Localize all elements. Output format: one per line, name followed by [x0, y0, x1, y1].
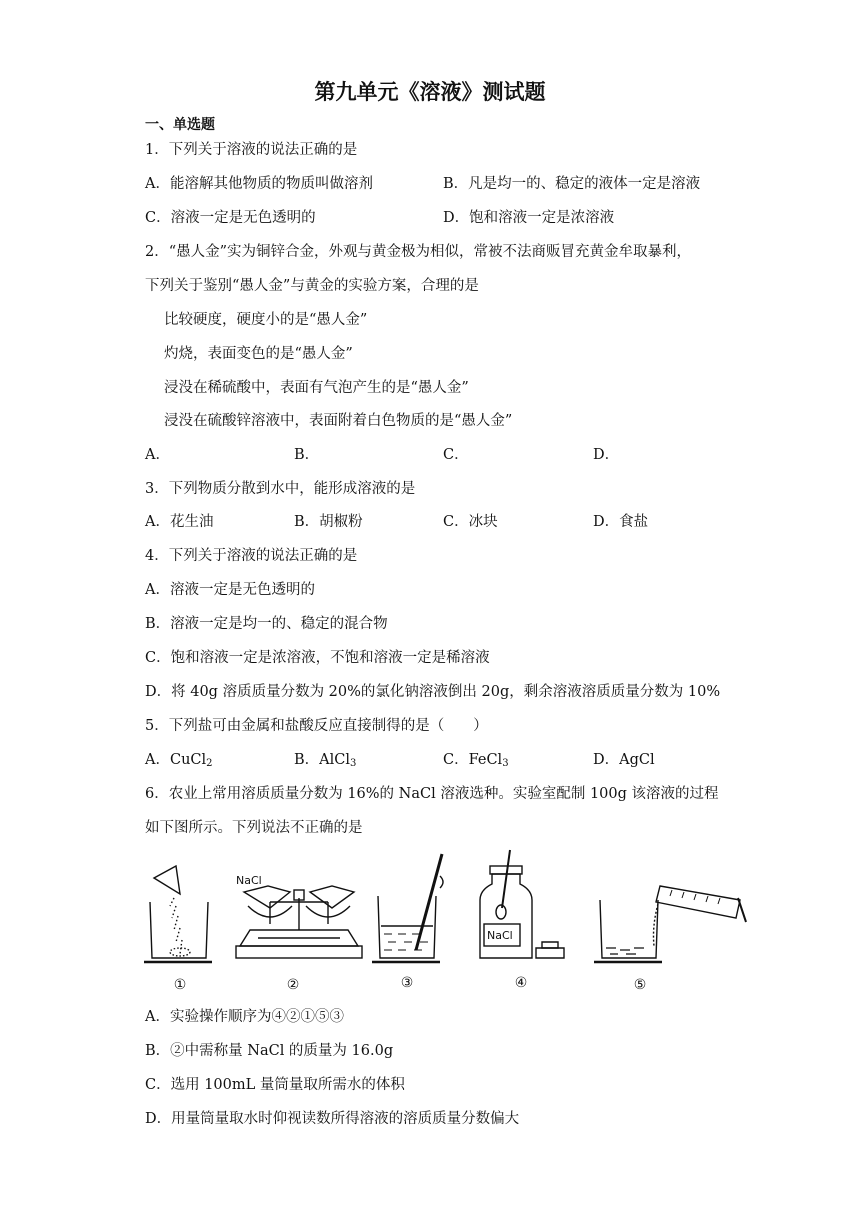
q2-stem-line2: 下列关于鉴别“愚人金”与黄金的实验方案，合理的是 — [145, 278, 479, 294]
q6-option-a: A．实验操作顺序为④②①⑤③ — [145, 1009, 344, 1025]
q6-option-b: B．②中需称量 NaCl 的质量为 16.0g — [145, 1043, 394, 1059]
q6-option-c: C．选用 100mL 量筒量取所需水的体积 — [145, 1077, 405, 1093]
figure-number-1: ① — [173, 977, 187, 993]
q5-stem: 5．下列盐可由金属和盐酸反应直接制得的是（ ） — [145, 718, 488, 734]
q5-option-b: B．AlCl$_3$ — [294, 752, 357, 769]
q1-option-a: A．能溶解其他物质的物质叫做溶剂 — [145, 176, 373, 192]
q3-stem: 3．下列物质分散到水中，能形成溶液的是 — [145, 481, 416, 497]
q4-option-a: A．溶液一定是无色透明的 — [145, 582, 315, 598]
q6-stem-line2: 如下图所示。下列说法不正确的是 — [145, 820, 363, 836]
q5-option-a: A．CuCl$_2$ — [145, 752, 213, 769]
q3-option-b: B．胡椒粉 — [294, 514, 363, 530]
q2-option-a: A． — [145, 447, 170, 463]
q2-statement-4: 浸没在硫酸锌溶液中，表面附着白色物质的是“愚人金” — [164, 413, 513, 429]
q2-option-b: B． — [294, 447, 320, 463]
figure-bottle-label: NaCl — [487, 929, 513, 942]
q4-option-c: C．饱和溶液一定是浓溶液，不饱和溶液一定是稀溶液 — [145, 650, 490, 666]
page-title: 第九单元《溶液》测试题 — [314, 80, 546, 104]
q1-option-d: D．饱和溶液一定是浓溶液 — [443, 210, 615, 226]
section-heading: 一、单选题 — [145, 117, 215, 133]
q2-statement-3: 浸没在稀硫酸中，表面有气泡产生的是“愚人金” — [164, 380, 469, 396]
figure-number-4: ④ — [514, 975, 528, 991]
solution-preparation-figure — [140, 846, 750, 996]
q6-option-d: D．用量筒量取水时仰视读数所得溶液的溶质质量分数偏大 — [145, 1111, 520, 1127]
q4-stem: 4．下列关于溶液的说法正确的是 — [145, 548, 358, 564]
figure-number-3: ③ — [400, 975, 414, 991]
q4-option-d: D．将 40g 溶质质量分数为 20%的氯化钠溶液倒出 20g，剩余溶液溶质质量分数为 10% — [145, 684, 721, 700]
q2-statement-2: 灼烧，表面变色的是“愚人金” — [164, 346, 353, 362]
figure-number-5: ⑤ — [633, 977, 647, 993]
figure-step-2-balance — [236, 886, 362, 958]
figure-step-5-cylinder-pouring — [594, 886, 746, 962]
q3-option-d: D．食盐 — [593, 514, 649, 530]
q2-statement-1: 比较硬度，硬度小的是“愚人金” — [164, 312, 368, 328]
q2-stem-line1: 2．“愚人金”实为铜锌合金，外观与黄金极为相似，常被不法商贩冒充黄金牟取暴利， — [145, 244, 692, 260]
q5-option-d: D．AgCl — [593, 752, 655, 768]
figure-step-3-stirring — [372, 854, 443, 962]
q3-option-c: C．冰块 — [443, 514, 498, 530]
q1-option-b: B．凡是均一的、稳定的液体一定是溶液 — [443, 176, 701, 192]
q1-option-c: C．溶液一定是无色透明的 — [145, 210, 316, 226]
figure-number-2: ② — [286, 977, 300, 993]
q2-option-c: C． — [443, 447, 469, 463]
q3-option-a: A．花生油 — [145, 514, 214, 530]
q4-option-b: B．溶液一定是均一的、稳定的混合物 — [145, 616, 388, 632]
q2-option-d: D． — [593, 447, 620, 463]
figure-nacl-label: NaCl — [236, 874, 262, 887]
q1-stem: 1．下列关于溶液的说法正确的是 — [145, 142, 358, 158]
q5-option-c: C．FeCl$_3$ — [443, 752, 509, 769]
q6-stem-line1: 6．农业上常用溶质质量分数为 16%的 NaCl 溶液选种。实验室配制 100g 该溶液的过程 — [145, 786, 719, 802]
figure-step-1-pouring — [144, 866, 212, 962]
